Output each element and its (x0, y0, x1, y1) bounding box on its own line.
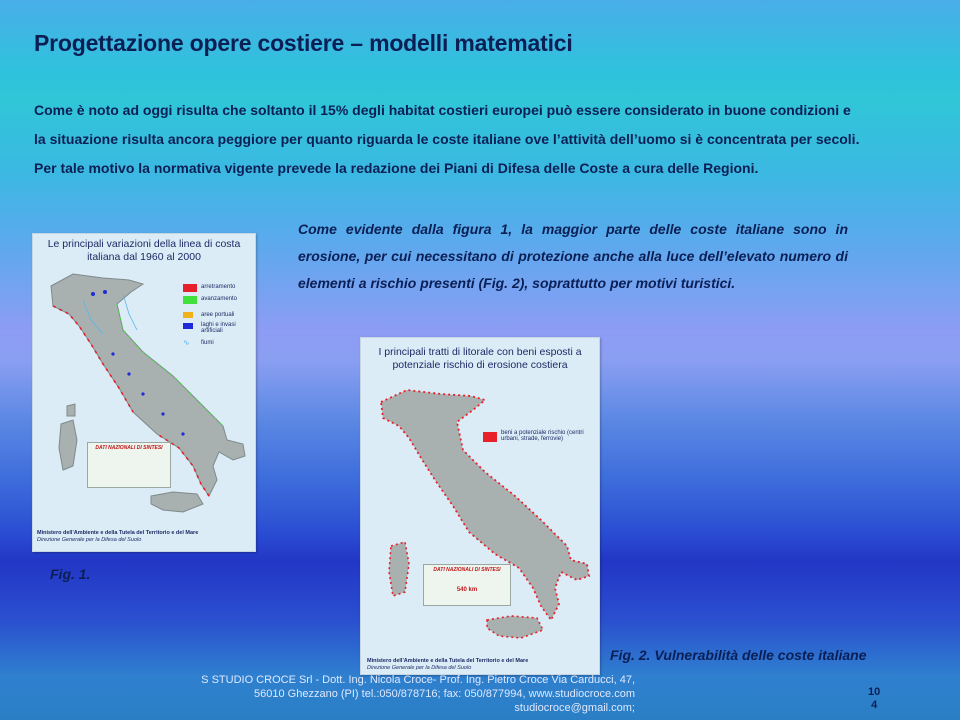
footer-line: 56010 Ghezzano (PI) tel.:050/878716; fax: 050/877994, www.studiocroce.com (254, 688, 635, 700)
legend-ports-swatch (183, 312, 193, 318)
figure-2-map (360, 337, 600, 675)
figure-1-caption: Fig. 1. (50, 566, 91, 582)
legend-risk-label: beni a potenziale rischio (centri urbani, strade, ferrovie) (501, 430, 584, 442)
intro-line: la situazione risulta ancora peggiore per quanto riguarda le coste italiane ove l’attività dell’uomo si è concentrata per secoli. (34, 131, 860, 147)
italy-risk-map (361, 338, 599, 674)
page-number-line: 4 (871, 699, 878, 711)
figure-2-credits-line: Direzione Generale per la Difesa del Suolo (367, 665, 472, 671)
figure-1-summary-box (87, 442, 171, 488)
figure-1-credits (37, 530, 198, 544)
figure-1-title: Le principali variazioni della linea di costa italiana dal 1960 al 2000 (47, 238, 241, 263)
figure-2-box-title: DATI NAZIONALI DI SINTESI (433, 567, 501, 573)
legend-erosion-swatch (183, 284, 197, 292)
legend-accretion-label: avanzamento (201, 296, 238, 302)
footer-line: studiocroce@gmail.com; (514, 702, 635, 714)
figure-2-title: I principali tratti di litorale con beni esposti a potenziale rischio di erosione costiera (378, 346, 582, 371)
intro-line: Come è noto ad oggi risulta che soltanto il 15% degli habitat costieri europei può essere considerato in buone condizioni e (34, 102, 851, 118)
footer-contact (130, 673, 635, 715)
footer-line: S STUDIO CROCE Srl - Dott. Ing. Nicola Croce- Prof. Ing. Pietro Croce Via Carducci, 47, (201, 674, 635, 686)
legend-risk-swatch (483, 432, 497, 442)
legend-lakes-label: laghi e invasi artificiali (201, 322, 236, 334)
page-number (868, 686, 880, 712)
italy-coastline-map (33, 234, 255, 551)
intro-paragraph (34, 96, 924, 183)
erosion-note: Come evidente dalla figura 1, la maggior parte delle coste italiane sono in erosione, per cui necessitano di protezione anche alla luce dell’elevato numero di elementi a rischio presenti (Fig. 2), soprattutto per motivi turistici. (298, 221, 848, 291)
legend-lakes-swatch (183, 323, 193, 329)
figure-2-box-value: 540 km (456, 587, 478, 593)
figure-1-map (32, 233, 256, 552)
figure-1-credits-line: Direzione Generale per la Difesa del Suolo (37, 537, 142, 543)
river-icon: ∿ (183, 338, 190, 347)
intro-line: Per tale motivo la normativa vigente prevede la redazione dei Piani di Difesa delle Coste a cura delle Regioni. (34, 160, 759, 176)
figure-2-credits (367, 658, 528, 672)
legend-erosion-label: arretramento (201, 284, 236, 290)
figure-1-box-title: DATI NAZIONALI DI SINTESI (95, 445, 163, 451)
slide-title: Progettazione opere costiere – modelli matematici (34, 30, 573, 56)
page-number-line: 10 (868, 686, 881, 698)
figure-2-summary-box (423, 564, 511, 606)
figure-2-caption: Fig. 2. Vulnerabilità delle coste italiane (610, 647, 867, 663)
legend-ports-label: aree portuali (201, 312, 235, 318)
figure-2-credits-line: Ministero dell'Ambiente e della Tutela del Territorio e del Mare (367, 658, 529, 664)
figure-1-credits-line: Ministero dell'Ambiente e della Tutela del Territorio e del Mare (37, 530, 199, 536)
legend-accretion-swatch (183, 296, 197, 304)
legend-rivers-label: fiumi (201, 340, 214, 346)
